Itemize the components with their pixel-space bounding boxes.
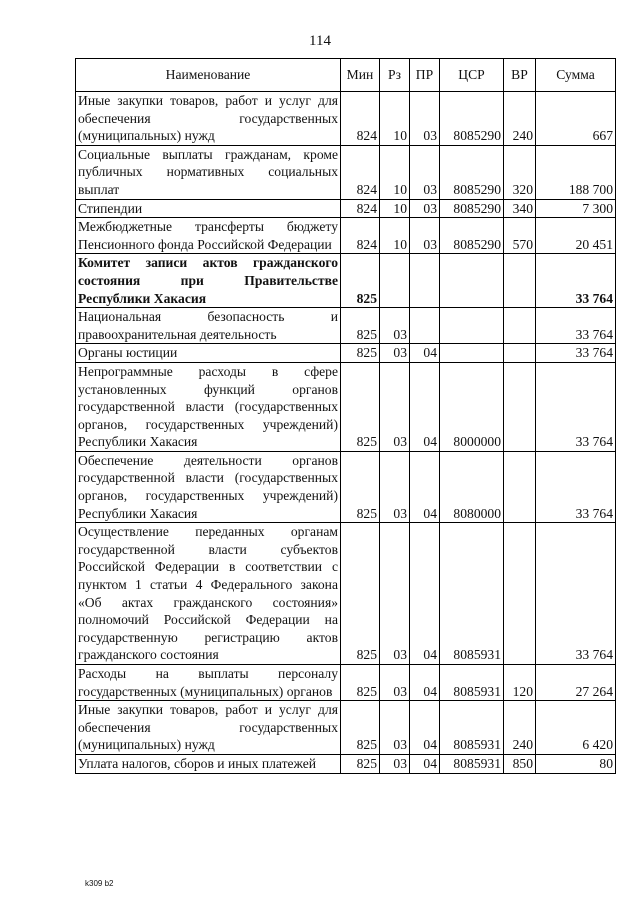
table-header-row: [76, 59, 616, 92]
cell-min: 824: [341, 92, 380, 146]
table-row: [76, 308, 616, 344]
cell-min: 824: [341, 199, 380, 218]
cell-csr: [440, 308, 504, 344]
cell-min: 825: [341, 754, 380, 773]
cell-pr: 04: [410, 451, 440, 522]
cell-rz: 03: [380, 754, 410, 773]
cell-name: Иные закупки товаров, работ и услуг для обеспечения государственных (муниципальных) нужд: [76, 92, 341, 146]
cell-pr: 03: [410, 199, 440, 218]
cell-csr: 8085931: [440, 754, 504, 773]
cell-min: 825: [341, 523, 380, 665]
cell-pr: 04: [410, 701, 440, 755]
cell-min: 825: [341, 308, 380, 344]
cell-pr: 04: [410, 665, 440, 701]
cell-name: Стипендии: [76, 199, 341, 218]
cell-name: Комитет записи актов гражданского состояния при Правительстве Республики Хакасия: [76, 254, 341, 308]
cell-sum: 667: [536, 92, 616, 146]
cell-min: 825: [341, 451, 380, 522]
cell-vr: [504, 254, 536, 308]
cell-name: Уплата налогов, сборов и иных платежей: [76, 754, 341, 773]
cell-sum: 7 300: [536, 199, 616, 218]
cell-csr: 8085290: [440, 92, 504, 146]
cell-name: Обеспечение деятельности органов государственной власти (государственных органов, государственных учреждений) Республики Хакасия: [76, 451, 341, 522]
cell-name: Непрограммные расходы в сфере установленных функций органов государственной власти (государственных органов, государственных учреждений) Республики Хакасия: [76, 362, 341, 451]
cell-pr: 03: [410, 92, 440, 146]
cell-min: 825: [341, 254, 380, 308]
cell-csr: 8085290: [440, 199, 504, 218]
cell-pr: 04: [410, 362, 440, 451]
cell-pr: 03: [410, 145, 440, 199]
cell-pr: 04: [410, 754, 440, 773]
cell-rz: 03: [380, 523, 410, 665]
cell-csr: 8080000: [440, 451, 504, 522]
column-header-csr: ЦСР: [440, 59, 504, 92]
cell-rz: 10: [380, 199, 410, 218]
cell-name: Социальные выплаты гражданам, кроме публичных нормативных социальных выплат: [76, 145, 341, 199]
table-row: [76, 754, 616, 773]
page-number: 114: [309, 33, 331, 49]
column-header-min: Мин: [341, 59, 380, 92]
cell-pr: 03: [410, 218, 440, 254]
cell-sum: 80: [536, 754, 616, 773]
table-row: [76, 362, 616, 451]
cell-vr: [504, 362, 536, 451]
cell-rz: 03: [380, 362, 410, 451]
cell-vr: [504, 344, 536, 363]
cell-csr: 8085931: [440, 523, 504, 665]
cell-vr: [504, 451, 536, 522]
cell-csr: 8085290: [440, 218, 504, 254]
cell-vr: 240: [504, 701, 536, 755]
cell-name: Межбюджетные трансферты бюджету Пенсионного фонда Российской Федерации: [76, 218, 341, 254]
cell-vr: [504, 308, 536, 344]
cell-csr: 8085290: [440, 145, 504, 199]
cell-name: Национальная безопасность и правоохранительная деятельность: [76, 308, 341, 344]
table-row: [76, 451, 616, 522]
cell-rz: [380, 254, 410, 308]
cell-sum: 33 764: [536, 254, 616, 308]
cell-vr: 240: [504, 92, 536, 146]
cell-sum: 33 764: [536, 344, 616, 363]
table-row: [76, 665, 616, 701]
cell-rz: 10: [380, 92, 410, 146]
cell-vr: 120: [504, 665, 536, 701]
cell-csr: [440, 254, 504, 308]
cell-vr: 570: [504, 218, 536, 254]
table-row: [76, 218, 616, 254]
cell-csr: 8085931: [440, 701, 504, 755]
cell-name: Иные закупки товаров, работ и услуг для обеспечения государственных (муниципальных) нужд: [76, 701, 341, 755]
cell-sum: 33 764: [536, 451, 616, 522]
cell-rz: 03: [380, 665, 410, 701]
cell-name: Расходы на выплаты персоналу государственных (муниципальных) органов: [76, 665, 341, 701]
cell-rz: 03: [380, 451, 410, 522]
cell-pr: [410, 254, 440, 308]
cell-sum: 188 700: [536, 145, 616, 199]
cell-csr: 8000000: [440, 362, 504, 451]
cell-sum: 20 451: [536, 218, 616, 254]
table-row: [76, 254, 616, 308]
cell-min: 825: [341, 362, 380, 451]
cell-vr: 850: [504, 754, 536, 773]
cell-vr: 320: [504, 145, 536, 199]
cell-name: Осуществление переданных органам государственной власти субъектов Российской Федерации в соответствии с пунктом 1 статьи 4 Федерального закона «Об актах гражданского состояния» полномочий Российской Федерации на государственную регистрацию актов гражданского состояния: [76, 523, 341, 665]
cell-sum: 33 764: [536, 523, 616, 665]
cell-csr: 8085931: [440, 665, 504, 701]
cell-csr: [440, 344, 504, 363]
cell-rz: 03: [380, 308, 410, 344]
cell-sum: 33 764: [536, 308, 616, 344]
column-header-vr: ВР: [504, 59, 536, 92]
cell-min: 825: [341, 665, 380, 701]
cell-vr: [504, 523, 536, 665]
budget-table: [75, 58, 616, 774]
cell-rz: 03: [380, 344, 410, 363]
table-row: [76, 92, 616, 146]
cell-rz: 10: [380, 218, 410, 254]
cell-pr: 04: [410, 523, 440, 665]
table-row: [76, 701, 616, 755]
cell-name: Органы юстиции: [76, 344, 341, 363]
cell-min: 824: [341, 145, 380, 199]
table-body: [76, 92, 616, 774]
table-row: [76, 523, 616, 665]
cell-pr: [410, 308, 440, 344]
cell-min: 825: [341, 344, 380, 363]
cell-pr: 04: [410, 344, 440, 363]
cell-rz: 03: [380, 701, 410, 755]
table-row: [76, 145, 616, 199]
table-row: [76, 199, 616, 218]
column-header-sum: Сумма: [536, 59, 616, 92]
table-row: [76, 344, 616, 363]
cell-sum: 27 264: [536, 665, 616, 701]
column-header-name: Наименование: [76, 59, 341, 92]
footer-code: k309 b2: [85, 879, 114, 888]
column-header-rz: Рз: [380, 59, 410, 92]
cell-sum: 6 420: [536, 701, 616, 755]
column-header-pr: ПР: [410, 59, 440, 92]
cell-min: 825: [341, 701, 380, 755]
cell-vr: 340: [504, 199, 536, 218]
cell-sum: 33 764: [536, 362, 616, 451]
cell-rz: 10: [380, 145, 410, 199]
cell-min: 824: [341, 218, 380, 254]
